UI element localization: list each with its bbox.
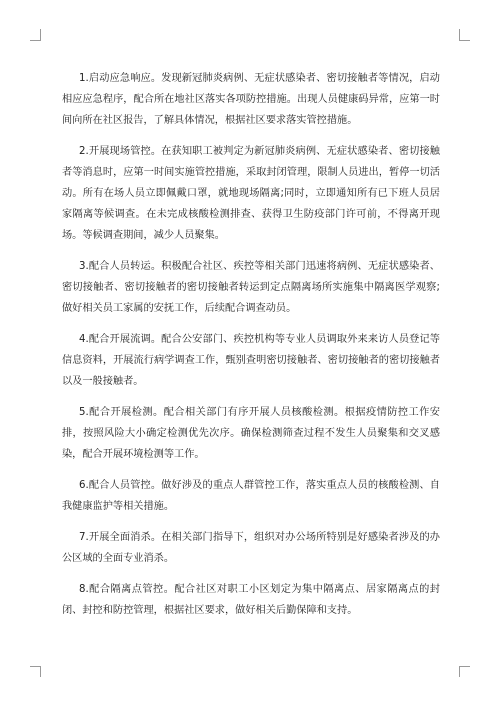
document-body: [62, 68, 440, 631]
crop-mark-top-left-v: [40, 29, 41, 40]
crop-mark-bottom-right-h: [459, 666, 470, 667]
paragraph-4: [62, 329, 440, 392]
paragraph-4-text: 4.配合开展流调。配合公安部门、疾控机构等专业人员调取外来来访人员登记等信息资料，开展流行病学调查工作，甄别查明密切接触者、密切接触者的密切接触者以及一般接触者。: [62, 334, 440, 387]
paragraph-3-text: 3.配合人员转运。积极配合社区、疾控等相关部门迅速将病例、无症状感染者、密切接触者、密切接触者的密切接触者转运到定点隔离场所实施集中隔离医学观察;做好相关员工家属的安抚工作，后续配合调查动员。: [62, 261, 440, 314]
crop-mark-bottom-left-v: [40, 666, 41, 677]
crop-mark-top-right-h: [459, 40, 470, 41]
paragraph-7-text: 7.开展全面消杀。在相关部门指导下，组织对办公场所特别是好感染者涉及的办公区域的全面专业消杀。: [62, 532, 440, 564]
paragraph-2-text: 2.开展现场管控。在获知职工被判定为新冠肺炎病例、无症状感染者、密切接触者等消息时，应第一时间实施管控措施，采取封闭管理，限制人员进出，暂停一切活动。所有在场人员立即佩戴口罩，就地现场隔离;同时，立即通知所有已下班人员居家隔离等候调查。在未完成核酸检测排查、获得卫生防疫部门许可前，不得离开现场。等候调查期间，减少人员聚集。: [62, 146, 440, 241]
paragraph-1-text: 1.启动应急响应。发现新冠肺炎病例、无症状感染者、密切接触者等情况，启动相应应急程序，配合所在地社区落实各项防控措施。出现人员健康码异常，应第一时间向所在社区报告，了解具体情况，根据社区要求落实管控措施。: [62, 73, 440, 126]
paragraph-6-text: 6.配合人员管控。做好涉及的重点人群管控工作，落实重点人员的核酸检测、自我健康监护等相关措施。: [62, 480, 440, 512]
crop-mark-top-right-v: [459, 29, 460, 40]
paragraph-3: [62, 256, 440, 319]
crop-mark-bottom-right-v: [459, 666, 460, 677]
paragraph-8: [62, 579, 440, 621]
paragraph-6: [62, 475, 440, 517]
paragraph-5: [62, 402, 440, 465]
paragraph-2: [62, 141, 440, 246]
paragraph-7: [62, 527, 440, 569]
paragraph-1: [62, 68, 440, 131]
crop-mark-top-left-h: [30, 40, 41, 41]
paragraph-5-text: 5.配合开展检测。配合相关部门有序开展人员核酸检测。根据疫情防控工作安排，按照风险大小确定检测优先次序。确保检测筛查过程不发生人员聚集和交叉感染，配合开展环境检测等工作。: [62, 407, 440, 460]
paragraph-8-text: 8.配合隔离点管控。配合社区对职工小区划定为集中隔离点、居家隔离点的封闭、封控和防控管理，根据社区要求，做好相关后勤保障和支持。: [62, 584, 440, 616]
